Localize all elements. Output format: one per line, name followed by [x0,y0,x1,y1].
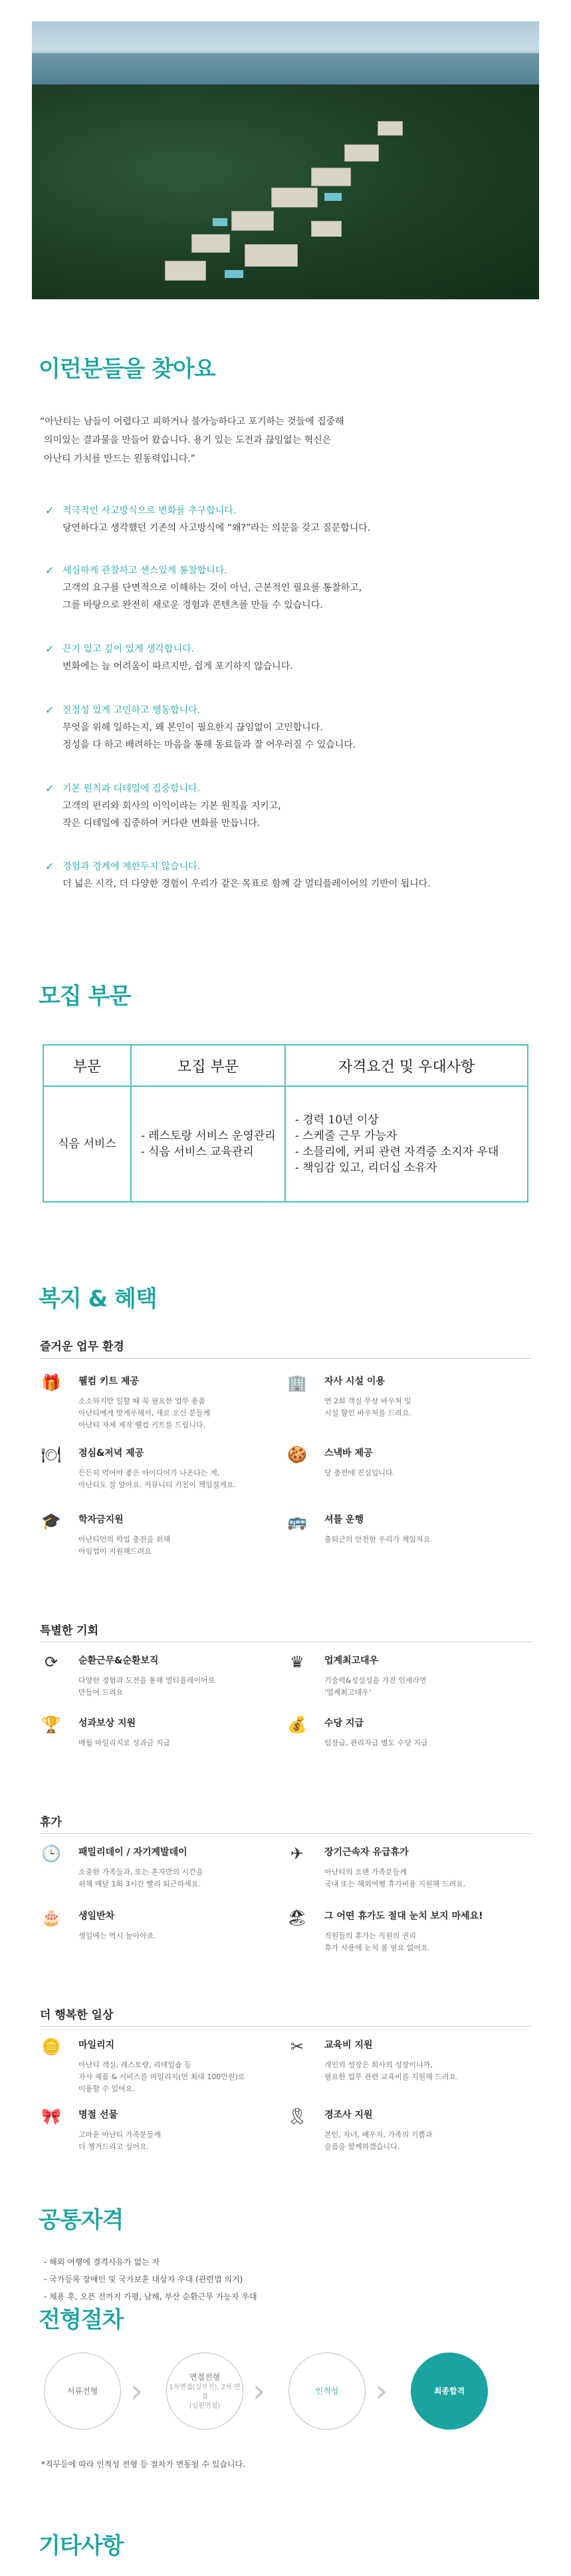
table-header: 부문 [43,1045,131,1086]
benefit-line: 아난티도 잘 알아요. 커뮤니티 키친이 책임질게요. [78,1481,236,1489]
benefit-line: 더 챙겨드리고 싶어요. [78,2142,150,2151]
chevron-right-icon: › [375,2372,388,2410]
eligibility-line: - 해외 여행에 결격사유가 없는 자 [44,2257,160,2267]
benefit-line: 고마운 아난티 가족분들께 [78,2130,161,2139]
hero-building [311,221,342,237]
trait-desc: 작은 디테일에 집중하여 커다란 변화를 만듭니다. [62,818,261,829]
trait-item [45,562,530,614]
benefit-desc [78,1534,271,1558]
benefit-line: 아난티언의 학업 충전을 위해 [78,1535,171,1544]
benefit-title: 패밀리데이 / 자기계발데이 [78,1847,187,1858]
benefit-title: 성과보상 지원 [78,1718,136,1729]
trait-desc: 고객의 요구를 단면적으로 이해하는 것이 아닌, 근본적인 필요를 통찰하고, [62,583,362,593]
table-row [43,1086,528,1202]
position-line: - 레스토랑 서비스 운영관리 [141,1129,276,1143]
eligibility-list [44,2253,257,2305]
trait-title: 경험과 경계에 제한두지 않습니다. [62,861,201,872]
benefit-title: 업계최고대우 [324,1655,379,1666]
who-intro [40,412,518,468]
bus-icon: 🚌 [287,1512,307,1530]
crown-icon: ♛ [290,1653,304,1671]
benefit-title: 학자금지원 [78,1514,124,1525]
airplane-icon: ✈ [290,1844,304,1863]
etc-title: 기타사항 [39,2533,124,2559]
hero-building [231,211,274,231]
table-header: 모집 부문 [131,1045,285,1086]
hero-pool [324,193,342,201]
holiday-gift-icon: 🎀 [41,2107,61,2126]
trait-title: 세심하게 관찰하고 센스있게 통찰합니다. [62,565,227,576]
benefit-line: 필요한 업무 관련 교육비를 지원해 드려요. [324,2073,459,2081]
process-title: 전형절차 [39,2307,124,2333]
check-icon: ✓ [45,704,55,716]
trait-desc: 고객의 편리와 회사의 이익이라는 기본 원칙을 지키고, [62,801,281,811]
benefit-desc [78,1930,271,1942]
scholarship-icon: 🎓 [41,1512,61,1530]
benefit-title: 경조사 지원 [324,2110,373,2120]
trait-item [45,780,530,832]
process-step-aptitude [288,2353,366,2430]
mileage-icon: 🪙 [41,2037,61,2056]
condolence-icon: 🎗 [286,2107,308,2126]
benefit-desc [324,1866,517,1890]
trait-desc: 변화에는 늘 어려움이 따르지만, 쉽게 포기하지 않습니다. [62,661,293,672]
trait-item [45,858,530,893]
benefit-desc [324,1395,517,1419]
hero-pool [225,270,243,278]
gift-icon: 🎁 [41,1373,61,1392]
table-cell-requirements [285,1086,528,1202]
benefit-line: 위해 매달 1회 3시간 빨리 퇴근하세요. [78,1880,201,1888]
requirement-line: - 스케줄 근무 가능자 [295,1129,398,1143]
divider [40,2026,532,2027]
recruit-table [43,1044,528,1203]
benefit-desc [324,1534,517,1546]
trait-title: 기본 원칙과 디테일에 집중합니다. [62,784,201,794]
process-step-document [44,2353,121,2430]
benefit-line: 기술력&성실성을 가진 인재라면 [324,1676,427,1685]
trait-desc: 무엇을 위해 일하는지, 왜 본인이 필요한지 끊임없이 고민합니다. [62,722,323,733]
check-icon: ✓ [45,860,55,873]
benefit-line: 매월 마일리지로 성과금 지급 [78,1739,171,1747]
benefit-line: 연 2회 객실 무상 바우처 및 [324,1397,411,1405]
reward-icon: 🏆 [41,1715,61,1734]
welfare-group-title: 즐거운 업무 환경 [40,1340,124,1354]
benefit-title: 그 어떤 휴가도 절대 눈치 보지 마세요! [324,1911,483,1922]
benefit-line: 시설 할인 바우처를 드려요. [324,1409,411,1417]
education-icon: ✂ [290,2037,304,2056]
welfare-group-title: 더 행복한 일상 [40,2009,114,2022]
benefit-line: 생일에는 역시 놀아야죠. [78,1932,156,1940]
trait-title: 진정성 있게 고민하고 행동합니다. [62,705,201,716]
benefit-title: 장기근속자 유급휴가 [324,1847,409,1858]
process-note: *직무등에 따라 인적성 전형 등 절차가 변동될 수 있습니다. [41,2460,245,2469]
welfare-group-title: 특별한 기회 [40,1624,99,1638]
trait-desc: 정성을 다 하고 배려하는 마음을 통해 동료들과 잘 어우러질 수 있습니다. [62,740,356,750]
benefit-desc [78,1395,271,1431]
table-cell-positions [131,1086,285,1202]
hero-building [191,234,230,253]
trait-title: 적극적인 사고방식으로 변화를 추구합니다. [62,505,237,516]
check-icon: ✓ [45,564,55,577]
benefit-desc [78,1866,271,1890]
benefit-desc [78,2059,271,2095]
benefit-desc [324,1737,517,1749]
benefit-title: 수당 지급 [324,1718,364,1729]
trait-item [45,641,530,675]
benefit-title: 순환근무&순환보직 [78,1655,159,1666]
benefit-desc [324,2129,517,2153]
benefit-line: 팀장급, 관리자급 별도 수당 지급 [324,1739,428,1747]
step-label: 최종합격 [433,2386,465,2396]
benefit-desc [324,1467,517,1479]
benefit-line: 만들어 드려요 [78,1688,124,1697]
benefit-line: 출퇴근의 안전한 우리가 책임져요. [324,1535,433,1544]
benefit-title: 마일리지 [78,2040,115,2051]
benefit-line: 당 충전에 진심입니다. [324,1469,396,1477]
benefit-title: 점심&저녁 제공 [78,1448,144,1459]
welfare-group-title: 휴가 [40,1816,62,1829]
benefit-line: 소소하지만 일할 때 꼭 필요한 업무 용품 [78,1397,205,1405]
benefit-title: 자사 시설 이용 [324,1376,385,1387]
benefit-line: 이용할 수 있어요. [78,2084,135,2093]
table-header-row [43,1045,528,1086]
money-bag-icon: 💰 [287,1715,307,1734]
trait-item [45,702,530,754]
intro-line: 아난티 가치를 만드는 원동력입니다.” [44,454,195,464]
benefit-desc [78,1675,271,1699]
step-label: 서류전형 [66,2386,98,2396]
step-label: 인적성 [315,2386,339,2396]
requirement-line: - 소믈리에, 커피 관련 자격증 소지자 우대 [295,1145,499,1159]
divider [40,1833,532,1834]
benefit-title: 생일반차 [78,1911,115,1922]
trait-desc: 더 넓은 시각, 더 다양한 경험이 우리가 같은 목표로 함께 갈 멀티플레이어의 기반이 됩니다. [62,879,431,889]
benefit-title: 명절 선물 [78,2110,118,2120]
benefit-line: 다양한 경험과 도전을 통해 멀티플레이어로 [78,1676,215,1685]
clock-icon: 🕒 [41,1844,61,1863]
trait-desc: 당연하다고 생각했던 기존의 사고방식에 “왜?”라는 의문을 갖고 질문합니다. [62,523,371,533]
benefit-line: 휴가 사용에 눈치 볼 필요 없어요. [324,1943,431,1952]
rotation-icon: ⟳ [44,1653,58,1671]
eligibility-title: 공통자격 [39,2207,124,2233]
benefit-line: 자사 제품 & 서비스를 마일리지(연 최대 100만원)로 [78,2073,245,2081]
benefit-desc [78,1467,271,1491]
trait-item [45,502,530,537]
hero-building [165,261,206,281]
step-sub: 1차면접(실무진), 2차 면접 [169,2384,241,2400]
hero-resort-image [32,21,539,299]
benefit-line: 슬픔을 함께하겠습니다. [324,2142,400,2151]
step-sub: (임원면접) [189,2402,221,2410]
process-step-interview [166,2353,243,2430]
hero-building [245,244,298,267]
trait-desc: 그를 바탕으로 완전히 새로운 경험과 콘텐츠를 만들 수 있습니다. [62,600,323,611]
benefit-title: 교육비 지원 [324,2040,373,2051]
benefit-desc [78,1737,271,1749]
who-title: 이런분들을 찾아요 [39,356,215,382]
requirement-line: - 경력 10년 이상 [295,1113,379,1127]
benefit-desc [324,1930,517,1954]
process-steps [40,2353,532,2439]
benefit-line: 아난티에게 맞게우해서, 새로 오신 분들께 [78,1409,211,1417]
divider [40,1358,532,1359]
benefit-line: 아임업이 지원해드려요 [78,1547,152,1556]
birthday-icon: 🎂 [41,1908,61,1927]
check-icon: ✓ [45,782,55,795]
position-line: - 식음 서비스 교육관리 [141,1145,254,1159]
benefit-line: '업계최고대우' [324,1688,371,1697]
benefit-desc [78,2129,271,2153]
benefit-line: 직원들의 휴가는 직원의 권리 [324,1932,417,1940]
hero-pool [213,218,227,226]
benefit-line: 든든히 먹어야 좋은 아이디어가 나온다는 게, [78,1469,220,1477]
benefit-line: 아난티 객실, 레스토랑, 리테일숍 등 [78,2061,191,2069]
snack-icon: 🍪 [287,1445,307,1464]
benefit-line: 본인, 자녀, 배우자, 가족의 기쁨과 [324,2130,433,2139]
building-icon: 🏢 [287,1373,307,1392]
chevron-right-icon: › [130,2372,144,2410]
benefit-title: 웰컴 키트 제공 [78,1376,139,1387]
eligibility-line: - 채용 후, 오픈 전까지 가평, 남해, 부산 순환근무 가능자 우대 [44,2292,257,2301]
table-cell-division: 식음 서비스 [43,1086,131,1202]
intro-line: “아난티는 남들이 어렵다고 피하거나 불가능하다고 포기하는 것들에 집중해 [40,416,344,427]
benefit-line: 국내 또는 해외여행 휴가비용 지원해 드려요. [324,1880,466,1888]
welfare-title: 복지 & 혜택 [39,1286,157,1312]
chevron-right-icon: › [253,2372,266,2410]
benefit-line: 아난티의 오랜 가족분들께 [324,1868,407,1876]
hero-building [271,188,318,208]
step-label: 면접전형 [189,2372,221,2382]
benefit-desc [324,2059,517,2083]
hero-building [344,144,379,162]
benefit-desc [324,1675,517,1699]
intro-line: 의미있는 결과물을 만들어 왔습니다. 용기 있는 도전과 끊임없는 혁신은 [44,435,332,446]
trait-title: 끈기 있고 깊이 있게 생각합니다. [62,644,195,654]
check-icon: ✓ [45,504,55,517]
eligibility-line: - 국가등록 장애인 및 국가보훈 대상자 우대 (관련법 의거) [44,2275,243,2284]
benefit-title: 셔틀 운행 [324,1514,364,1525]
table-header: 자격요건 및 우대사항 [285,1045,528,1086]
beach-icon: 🏖 [286,1908,308,1927]
hero-building [378,121,403,136]
benefit-line: 아난티 자체 제작 웰컴 키트를 드립니다. [78,1421,205,1429]
meal-icon: 🍽 [41,1445,62,1464]
benefit-title: 스낵바 제공 [324,1448,373,1459]
hero-building [311,168,351,186]
recruit-title: 모집 부문 [39,983,131,1010]
check-icon: ✓ [45,643,55,655]
requirement-line: - 책임감 있고, 리더십 소유자 [295,1161,437,1175]
benefit-line: 소중한 가족들과, 또는 혼자만의 시간을 [78,1868,203,1876]
process-step-final [411,2353,488,2430]
benefit-line: 개인의 성장은 회사의 성장이니까, [324,2061,433,2069]
